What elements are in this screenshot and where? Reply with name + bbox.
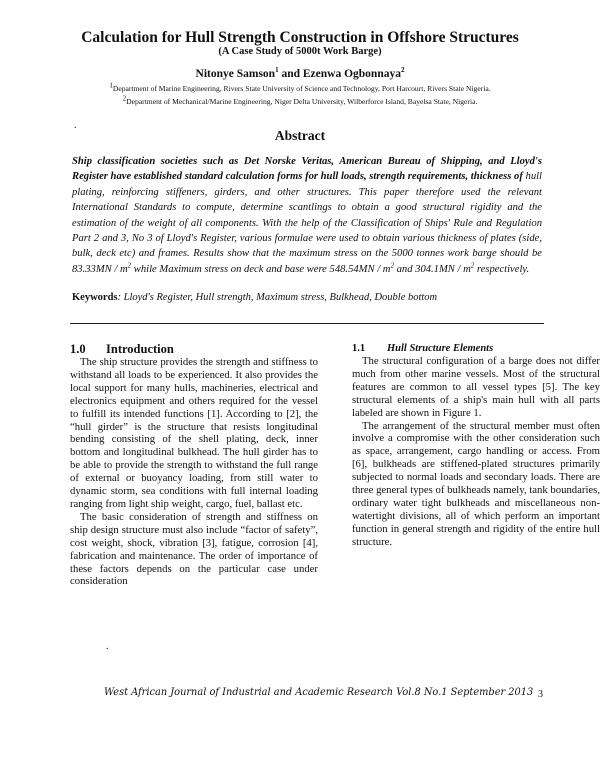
affiliation-1: $^1$Department of Marine Engineering, Rivers State University of Science and Technology, Port Harcourt, Rivers State Nigeria. xyxy=(109,81,491,93)
section-1-body xyxy=(70,356,318,588)
author-2: Ezenwa Ogbonnaya xyxy=(302,68,401,80)
abstract-heading: Abstract xyxy=(274,128,326,143)
affiliation-2: $^2$Department of Mechanical/Marine Engineering, Niger Delta University, Wilberforce Island, Bayelsa State, Nigeria. xyxy=(122,94,478,106)
stray-dot-2: . xyxy=(106,641,109,652)
author-1-sup: 1 xyxy=(275,66,279,75)
section-divider xyxy=(70,323,544,324)
author-conjunction: and xyxy=(278,68,303,80)
paragraph: The basic consideration of strength and stiffness on ship design structure must also include “factor of safety”, cost weight, shock, vibration [3], fatigue, corrosion [4], fabrication and maintenance. The order of importance of these factors depends on the particular case under consideration xyxy=(70,510,318,588)
author-1: Nitonye Samson xyxy=(195,68,276,80)
section-1-1-body xyxy=(352,355,600,549)
paragraph: The arrangement of the structural member must often involve a compromise with the other consideration such as space, arrangement, cargo handling or access. From [6], bulkheads are stiffened-plated structures primarily subjected to normal loads and secondary loads. There are three general types of bulkheads namely, tank boundaries, ordinary water tight bulkheads and miscellaneous non- watertight divisions, all of which perform an important function in general strength and rigidity of the entire hull structure. xyxy=(352,419,600,548)
section-1-1-heading: 1.1 Hull Structure Elements xyxy=(352,343,494,354)
page-number: 3 xyxy=(538,689,543,700)
stray-dot: . xyxy=(74,120,77,131)
author-line xyxy=(0,68,600,80)
abstract-text: Ship classification societies such as Det Norske Veritas, American Bureau of Shipping, and Lloyd's Register have established standard calculation forms for hull loads, strength requirements, thickness of hull plating, reinforcing stiffeners, girders, and other structures. This paper therefore used the relevant International Standards to compute, determine scantlings to obtain a good structural rigidity and the estimation of the weight of all components. With the help of the Classification of Ships' Rule and Regulation Part 2 and 3, No 3 of Lloyd's Register, various formulae were used to obtain various thickness of plates (side, bulk, deck etc) and frames. Results show that the maximum stress on the 5000 tonnes work barge should be $83.33MN / m^2$ while Maximum stress on deck and base were $548.54MN / m^2$ and $304.1MN / m^2$ respectively. xyxy=(72,156,543,275)
keywords xyxy=(72,292,542,303)
paper-title: Calculation for Hull Strength Construction in Offshore Structures xyxy=(81,29,519,46)
keywords-list: : Lloyd's Register, Hull strength, Maximum stress, Bulkhead, Double bottom xyxy=(117,292,438,303)
section-1-heading: 1.0 Introduction xyxy=(70,342,174,356)
journal-footer: West African Journal of Industrial and Academic Research Vol.8 No.1 September 2013 xyxy=(104,687,534,698)
paragraph: The structural configuration of a barge does not differ much from other marine vessels. Most of the structural features are common to all vessel types [5]. The key structural elements of a ship's main hull with all parts labeled are shown in Figure 1. xyxy=(352,355,600,419)
paragraph: The ship structure provides the strength and stiffness to withstand all loads to be experienced. It also provides the local support for many hulls, machineries, electrical and electronics equipment and others required for the vessel to fulfill its intended functions [1]. According to [2], the “hull girder” is the structure that resists longitudinal bending consisting of the shell plating, deck, inner bottom and longitudinal bulkhead. The hull girder has to be able to provide the strength to withstand the full range of external or buoyancy loading, from still water to dynamic storm, sea conditions with full internal loading ranging from light ship weight, cargo, fuel, ballast etc. xyxy=(70,356,318,510)
keywords-label: Keywords xyxy=(72,292,118,303)
author-2-sup: 2 xyxy=(400,66,405,75)
abstract-bold-part: Ship classification societies such as Det Norske Veritas, American Bureau of Shipping, and Lloyd's Register have established standard calculation forms for hull loads, strength requirements, thickness of xyxy=(72,156,542,183)
paper-subtitle: (A Case Study of 5000t Work Barge) xyxy=(218,46,382,57)
